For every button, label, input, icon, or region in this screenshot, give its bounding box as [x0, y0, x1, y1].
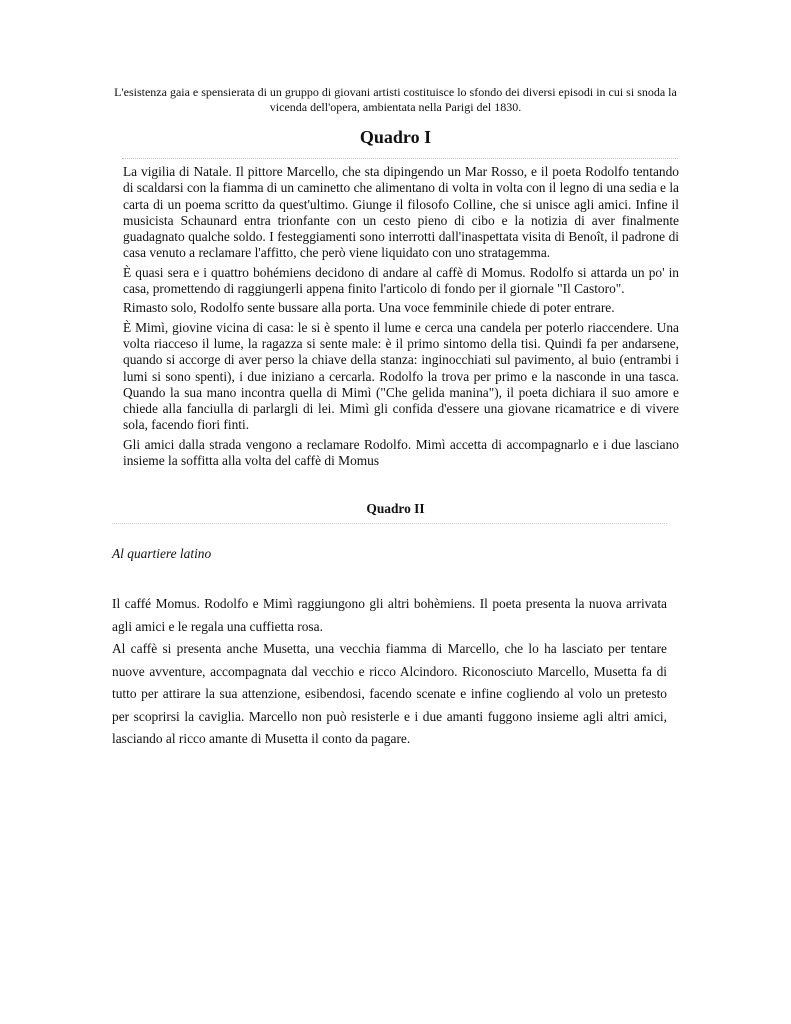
paragraph: Il caffé Momus. Rodolfo e Mimì raggiungono gli altri bohèmiens. Il poeta presenta la nuova arrivata agli amici e le regala una cuffietta rosa.: [112, 596, 667, 634]
paragraph: La vigilia di Natale. Il pittore Marcello, che sta dipingendo un Mar Rosso, e il poeta Rodolfo tentando di scaldarsi con la fiamma di un caminetto che alimentano di volta in volta con il legno di una sedia e la carta di un poema scritto da quest'ultimo. Giunge il filosofo Colline, che si unisce agli amici. Infine il musicista Schaunard entra trionfante con un cesto pieno di cibo e la notizia di aver finalmente guadagnato qualche soldo. I festeggiamenti sono interrotti dall'inaspettata visita di Benoît, il padrone di casa venuto a reclamare l'affitto, che però viene liquidato con uno stratagemma.: [123, 164, 679, 261]
intro-text: L'esistenza gaia e spensierata di un gruppo di giovani artisti costituisce lo sfondo dei diversi episodi in cui si snoda la vicenda dell'opera, ambientata nella Parigi del 1830.: [114, 85, 677, 114]
paragraph: È quasi sera e i quattro bohémiens decidono di andare al caffè di Momus. Rodolfo si attarda un po' in casa, promettendo di raggiungerli appena finito l'articolo di fondo per il giornale "Il Castoro".: [123, 264, 679, 297]
paragraph: Rimasto solo, Rodolfo sente bussare alla porta. Una voce femminile chiede di poter entrare.: [123, 300, 615, 316]
divider: [122, 158, 678, 159]
quadro-2-text: [112, 593, 667, 751]
paragraph: Al caffè si presenta anche Musetta, una vecchia fiamma di Marcello, che lo ha lasciato per tentare nuove avventure, accompagnata dal vecchio e ricco Alcindoro. Riconosciuto Marcello, Musetta fa di tutto per attirare la sua attenzione, esibendosi, facendo scenate e infine cogliendo al volo un pretesto per scoprirsi la caviglia. Marcello non può resisterle e i due amanti fuggono insieme agli altri amici, lasciando al ricco amante di Musetta il conto da pagare.: [112, 641, 667, 746]
quadro-1-text: [123, 164, 679, 472]
quadro-1-title: Quadro I: [359, 127, 432, 147]
quadro-2-title: Quadro II: [366, 501, 425, 516]
paragraph: Gli amici dalla strada vengono a reclamare Rodolfo. Mimì accetta di accompagnarlo e i due lasciano insieme la soffitta alla volta del caffè di Momus: [123, 436, 679, 469]
divider: [112, 523, 667, 524]
paragraph: È Mimì, giovine vicina di casa: le si è spento il lume e cerca una candela per poterlo riaccendere. Una volta riacceso il lume, la ragazza si sente male: è il primo sintomo della tisi. Quindi fa per andarsene, quando si accorge di aver perso la chiave della stanza: inginocchiati sul pavimento, al buio (entrambi i lumi si sono spenti), i due iniziano a cercarla. Rodolfo la trova per primo e la nasconde in una tasca. Quando la sua mano incontra quella di Mimì ("Che gelida manina"), il poeta dichiara il suo amore e chiede alla fanciulla di parlargli di lei. Mimì gli confida d'essere una giovane ricamatrice e di vivere sola, facendo fiori finti.: [123, 319, 679, 433]
quadro-2-subtitle: Al quartiere latino: [112, 546, 212, 561]
